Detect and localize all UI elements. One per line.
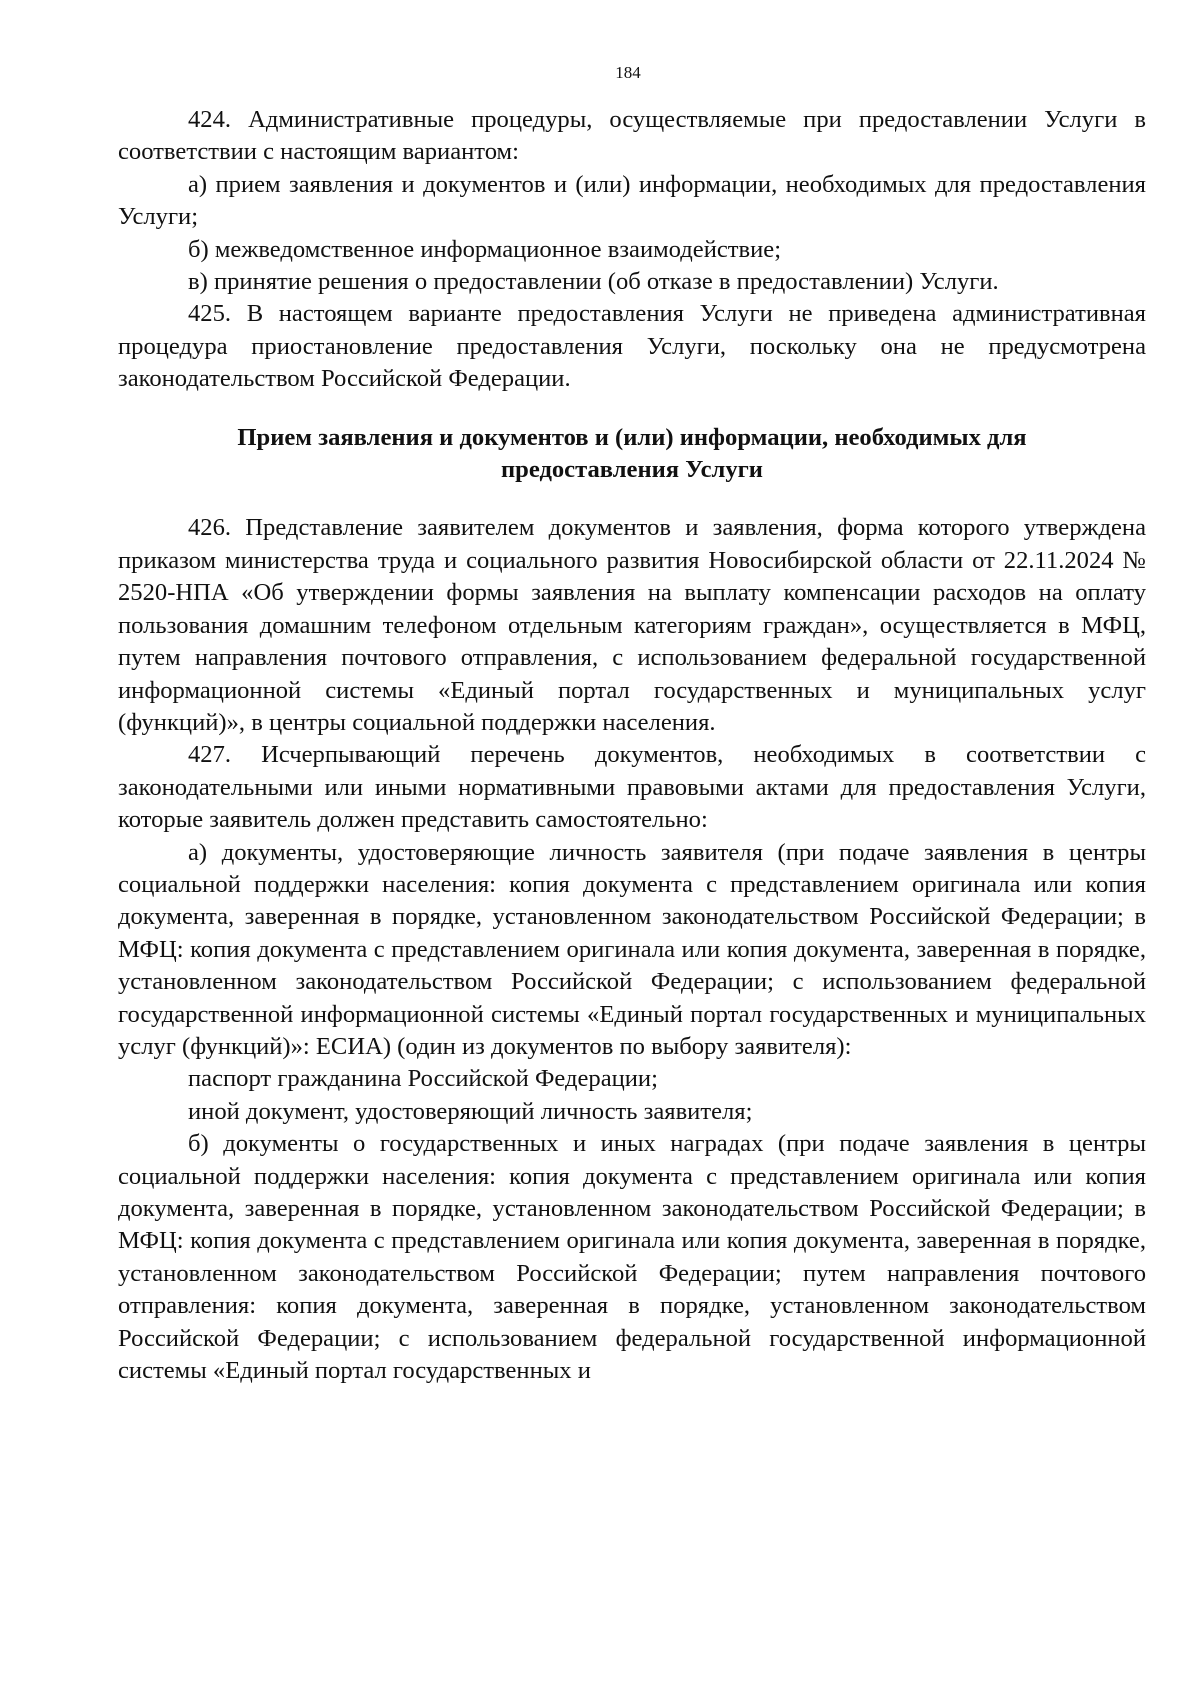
paragraph-427-a-item-1: паспорт гражданина Российской Федерации;	[188, 1065, 658, 1093]
paragraph-424-b: б) межведомственное информационное взаимодействие;	[188, 235, 782, 263]
paragraph-425: 425. В настоящем варианте предоставления Услуги не приведена административная процедура приостановление предоставления Услуги, поскольку она не предусмотрена законодательством Российской Федерации.	[118, 300, 1146, 393]
section-heading: Прием заявления и документов и (или) информации, необходимых для предоставления Услуги	[237, 423, 1027, 484]
paragraph-427-a-item-2: иной документ, удостоверяющий личность заявителя;	[188, 1097, 753, 1125]
page-number: 184	[615, 63, 641, 82]
paragraph-427-a: а) документы, удостоверяющие личность заявителя (при подаче заявления в центры социальной поддержки населения: копия документа с представлением оригинала или копия документа, заверенная в порядке, установленном законодательством Российской Федерации; в МФЦ: копия документа с представлением оригинала или копия документа, заверенная в порядке, установленном законодательством Российской Федерации; с использованием федеральной государственной информационной системы «Единый портал государственных и муниципальных услуг (функций)»: ЕСИА) (один из документов по выбору заявителя):	[118, 838, 1146, 1060]
paragraph-424-a: а) прием заявления и документов и (или) информации, необходимых для предоставления Услуги;	[118, 170, 1146, 231]
paragraph-427: 427. Исчерпывающий перечень документов, необходимых в соответствии с законодательными или иными нормативными правовыми актами для предоставления Услуги, которые заявитель должен представить самостоятельно:	[118, 741, 1146, 834]
paragraph-426: 426. Представление заявителем документов и заявления, форма которого утверждена приказом министерства труда и социального развития Новосибирской области от 22.11.2024 № 2520-НПА «Об утверждении формы заявления на выплату компенсации расходов на оплату пользования домашним телефоном отдельным категориям граждан», осуществляется в МФЦ, путем направления почтового отправления, с использованием федеральной государственной информационной системы «Единый портал государственных и муниципальных услуг (функций)», в центры социальной поддержки населения.	[118, 514, 1146, 736]
paragraph-424-c: в) принятие решения о предоставлении (об отказе в предоставлении) Услуги.	[188, 268, 999, 296]
paragraph-427-b: б) документы о государственных и иных наградах (при подаче заявления в центры социальной поддержки населения: копия документа с представлением оригинала или копия документа, заверенная в порядке, установленном законодательством Российской Федерации; в МФЦ: копия документа с представлением оригинала или копия документа, заверенная в порядке, установленном законодательством Российской Федерации; путем направления почтового отправления: копия документа, заверенная в порядке, установленном законодательством Российской Федерации; с использованием федеральной государственной информационной системы «Единый портал государственных и	[118, 1130, 1146, 1385]
paragraph-424: 424. Административные процедуры, осуществляемые при предоставлении Услуги в соответствии с настоящим вариантом:	[118, 106, 1146, 166]
document-page	[118, 62, 1146, 1387]
